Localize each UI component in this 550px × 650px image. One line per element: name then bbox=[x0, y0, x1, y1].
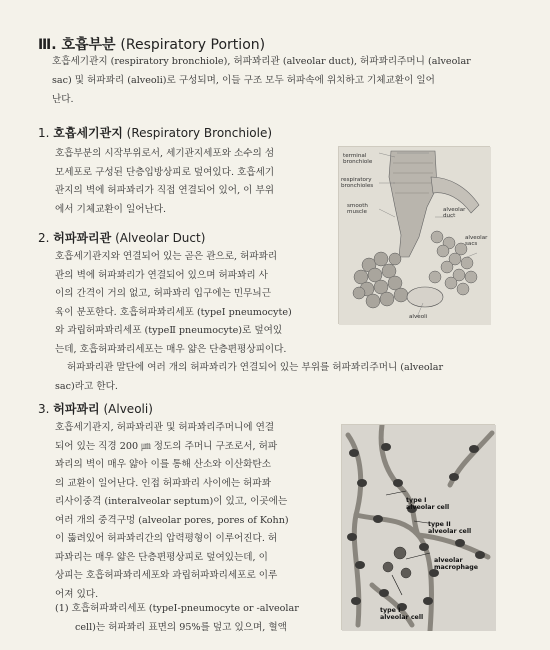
text-line: sac)라고 한다. bbox=[55, 380, 118, 392]
intro-line: 호흡세기관지 (respiratory bronchiole), 허파꽈리관 (alveolar duct), 허파꽈리주머니 (alveolar bbox=[52, 56, 471, 67]
text-line: 관의 벽에 허파꽈리가 연결되어 있으며 허파꽈리 사 bbox=[55, 269, 268, 281]
text-line: 리사이중격 (interalveolar septum)이 있고, 이곳에는 bbox=[55, 496, 288, 507]
text-line: 호흡부분의 시작부위로서, 세기관지세포와 소수의 섬 bbox=[55, 148, 275, 159]
heading-en: (Alveoli) bbox=[103, 402, 153, 416]
paragraph-alveolar-sac bbox=[55, 359, 515, 396]
text-line: cell)는 허파꽈리 표면의 95%를 덮고 있으며, 혈액 bbox=[75, 621, 287, 633]
heading-respiratory-bronchiole bbox=[38, 124, 272, 141]
micrograph-drawing bbox=[342, 425, 496, 631]
label-alveoli: alveoli bbox=[409, 314, 428, 320]
label-type1-alveolar-cell-2: type I alveolar cell bbox=[380, 607, 424, 621]
text-line: 되어 있는 직경 200 ㎛ 정도의 주머니 구조로서, 허파 bbox=[55, 440, 278, 452]
section-title-en: (Respiratory Portion) bbox=[120, 37, 266, 53]
intro-line: sac) 및 허파꽈리 (alveoli)로 구성되며, 이들 구조 모두 허파속에 위치하고 기체교환이 일어 bbox=[52, 75, 435, 86]
text-line: 관지의 벽에 허파꽈리가 직접 연결되어 있어, 이 부위 bbox=[55, 185, 275, 196]
heading-ko: 허파꽈리 bbox=[53, 402, 100, 416]
heading-number: 3. bbox=[38, 402, 50, 416]
label-smooth-muscle: smooth muscle bbox=[347, 203, 368, 216]
heading-alveoli bbox=[38, 400, 153, 417]
text-line: 의 교환이 일어난다. 인접 허파꽈리 사이에는 허파꽈 bbox=[55, 477, 271, 489]
text-line: 호흡세기관지, 허파꽈리관 및 허파꽈리주머니에 연결 bbox=[55, 422, 275, 433]
label-alveolar-duct: alveolar duct bbox=[443, 207, 466, 220]
paragraph-alveolar-duct bbox=[55, 248, 317, 359]
label-respiratory-bronchioles: respiratory bronchioles bbox=[341, 177, 374, 190]
heading-alveolar-duct bbox=[38, 229, 205, 246]
paragraph-alveoli bbox=[55, 419, 317, 604]
heading-en: (Respiratory Bronchiole) bbox=[126, 126, 273, 140]
label-terminal-bronchiole: terminal bronchiole bbox=[343, 153, 373, 166]
heading-ko: 허파꽈리관 bbox=[53, 231, 112, 245]
heading-en: (Alveolar Duct) bbox=[115, 231, 206, 245]
heading-number: 1. bbox=[38, 126, 50, 140]
bronchiole-illustration bbox=[338, 146, 490, 324]
text-line: 꽈리의 벽이 매우 얇아 이를 통해 산소와 이산화탄소 bbox=[55, 459, 271, 470]
text-line: 육이 분포한다. 호흡허파꽈리세포 (typeⅠ pneumocyte) bbox=[55, 306, 292, 318]
heading-ko: 호흡세기관지 bbox=[53, 126, 123, 140]
text-line: 와 과립허파꽈리세포 (typeⅡ pneumocyte)로 덮여있 bbox=[55, 325, 283, 336]
text-line: 호흡세기관지와 연결되어 있는 곧은 관으로, 허파꽈리 bbox=[55, 251, 278, 262]
intro-paragraph bbox=[52, 52, 512, 109]
heading-number: 2. bbox=[38, 231, 50, 245]
text-line: 는데, 호흡허파꽈리세포는 매우 얇은 단층편평상피이다. bbox=[55, 343, 287, 355]
text-line: 어져 있다. bbox=[55, 588, 99, 600]
label-type1-alveolar-cell: type I alveolar cell bbox=[406, 497, 450, 511]
label-type2-alveolar-cell: type II alveolar cell bbox=[428, 521, 472, 535]
text-line: (1) 호흡허파꽈리세포 (typeⅠ-pneumocyte or -alveolar bbox=[55, 603, 299, 614]
text-line: 파꽈리는 매우 얇은 단층편평상피로 덮여있는데, 이 bbox=[55, 551, 268, 563]
text-line: 여러 개의 중격구멍 (alveolar pores, pores of Kohn) bbox=[55, 514, 289, 526]
paragraph-type1-cell bbox=[55, 600, 317, 637]
paragraph-respiratory-bronchiole bbox=[55, 145, 317, 219]
intro-line: 난다. bbox=[52, 94, 74, 105]
text-line: 에서 기체교환이 일어난다. bbox=[55, 203, 167, 215]
section-title-ko: 호흡부분 bbox=[61, 37, 116, 53]
section-title bbox=[38, 34, 265, 54]
label-alveolar-sacs: alveolar sacs bbox=[465, 235, 488, 248]
text-line: 허파꽈리관 말단에 여러 개의 허파꽈리가 연결되어 있는 부위를 허파꽈리주머니 (alveolar bbox=[67, 362, 444, 373]
text-line: 이 뚫려있어 허파꽈리간의 압력평형이 이루어진다. 허 bbox=[55, 533, 278, 544]
text-line: 모세포로 구성된 단층입방상피로 덮여있다. 호흡세기 bbox=[55, 166, 275, 178]
text-line: 상피는 호흡허파꽈리세포와 과립허파꽈리세포로 이루 bbox=[55, 570, 278, 581]
text-line: 이의 간격이 거의 없고, 허파꽈리 입구에는 민무늬근 bbox=[55, 288, 271, 299]
alveoli-micrograph bbox=[341, 424, 495, 630]
section-numeral: Ⅲ. bbox=[38, 37, 57, 53]
label-alveolar-macrophage: alveolar macrophage bbox=[434, 557, 478, 571]
